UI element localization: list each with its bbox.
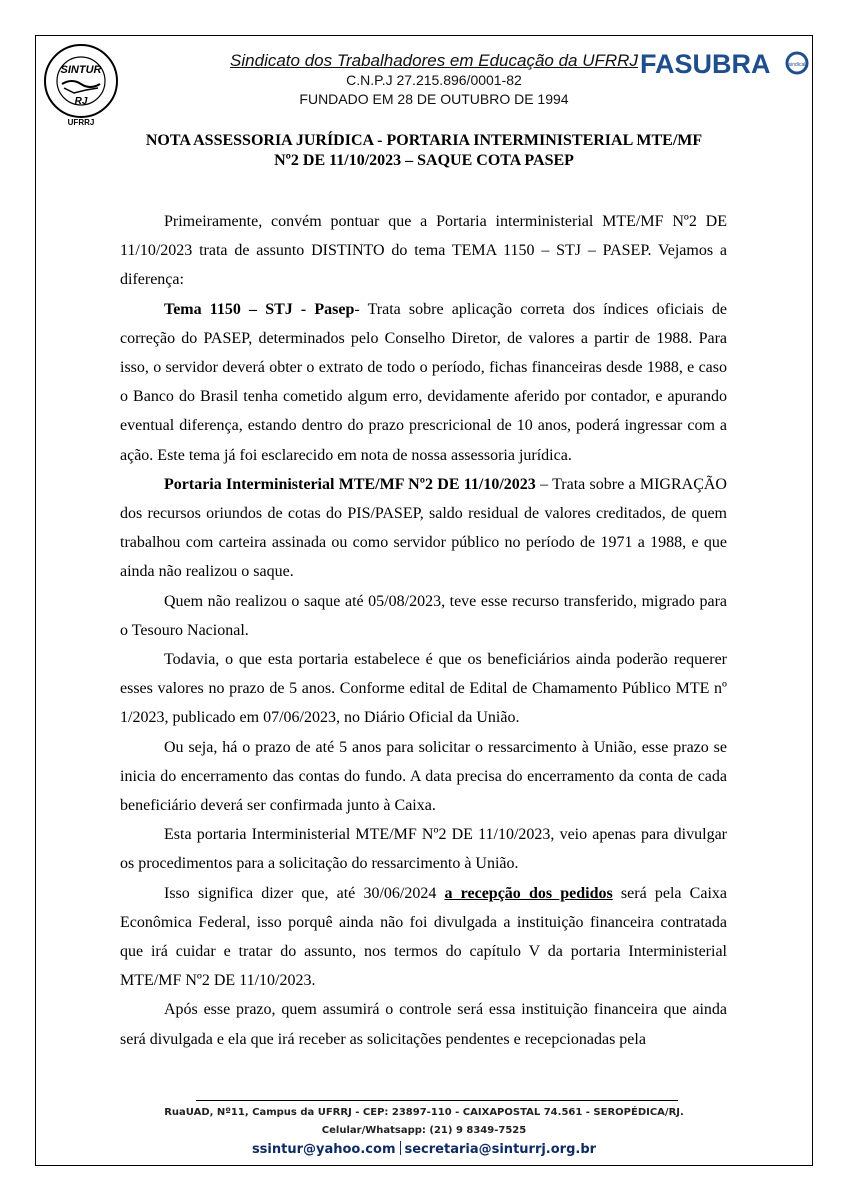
fasubra-text: FASUBRA	[640, 49, 771, 79]
paragraph-8-post: será pela Caixa Econômica Federal, isso porquê ainda não foi divulgada a instituição financeira contratada que irá cuidar e tratar do assunto, nos termos do capítulo V da portaria Interministerial MTE/MF Nº2 DE 11/10/2023.	[120, 884, 727, 990]
union-name: Sindicato dos Trabalhadores em Educação da UFRRJ	[230, 51, 638, 70]
tema-1150-heading: Tema 1150 – STJ - Pasep	[164, 300, 355, 318]
fasubra-badge: sindical	[788, 62, 806, 68]
paragraph-7: Esta portaria Interministerial MTE/MF Nº2 DE 11/10/2023, veio apenas para divulgar os procedimentos para a solicitação do ressarcimento à União.	[120, 826, 727, 873]
portaria-heading: Portaria Interministerial MTE/MF Nº2 DE 11/10/2023	[164, 475, 536, 493]
paragraph-8-pre: Isso significa dizer que, até 30/06/2024	[164, 884, 445, 902]
underlined-emphasis: a recepção dos pedidos	[444, 884, 613, 902]
footer-divider	[196, 1100, 678, 1101]
footer-address: RuaUAD, Nº11, Campus da UFRRJ - CEP: 23897-110 - CAIXAPOSTAL 74.561 - SEROPÉDICA/RJ.	[164, 1107, 684, 1118]
paragraph-3	[120, 470, 727, 587]
paragraph-1: Primeiramente, convém pontuar que a Portaria interministerial MTE/MF Nº2 DE 11/10/2023 trata de assunto DISTINTO do tema TEMA 1150 – STJ – PASEP. Vejamos a diferença:	[120, 213, 727, 289]
paragraph-9: Após esse prazo, quem assumirá o controle será essa instituição financeira que ainda será divulgada e ela que irá receber as solicitações pendentes e recepcionadas pela	[120, 1001, 727, 1048]
document-title	[60, 131, 788, 171]
footer-email-yahoo[interactable]: ssintur@yahoo.com	[251, 1142, 396, 1157]
paragraph-2	[120, 295, 727, 470]
email-separator	[400, 1141, 401, 1155]
paragraph-5: Todavia, o que esta portaria estabelece é que os beneficiários ainda poderão requerer esses valores no prazo de 5 anos. Conforme edital de Edital de Chamamento Público MTE nº 1/2023, publicado em 07/06/2023, no Diário Oficial da União.	[120, 651, 727, 727]
title-line-2: Nº2 DE 11/10/2023 – SAQUE COTA PASEP	[274, 152, 574, 169]
footer-email-secretaria[interactable]: secretaria@sinturrj.org.br	[404, 1142, 597, 1157]
founded-date: FUNDADO EM 28 DE OUTUBRO DE 1994	[299, 91, 569, 107]
logo-ufrrj-text: UFRRJ	[67, 118, 95, 127]
document-body	[120, 207, 727, 1054]
paragraph-2-text: - Trata sobre aplicação correta dos índices oficiais de correção do PASEP, determinados pelo Conselho Diretor, de valores a partir de 1988. Para isso, o servidor deverá obter o extrato de todo o período, fichas financeiras desde 1988, e caso o Banco do Brasil tenha cometido algum erro, devidamente aferido por contador, e apurando eventual diferença, estando dentro do prazo prescricional de 10 anos, poderá ingressar com a ação. Este tema já foi esclarecido em nota de nossa assessoria jurídica.	[120, 300, 727, 464]
logo-sintur-text: SINTUR	[60, 64, 102, 76]
cnpj: C.N.P.J 27.215.896/0001-82	[346, 72, 522, 88]
paragraph-3-text: – Trata sobre a MIGRAÇÃO dos recursos oriundos de cotas do PIS/PASEP, saldo residual de valores creditados, de quem trabalhou com carteira assinada ou como servidor público no período de 1971 a 1988, e que ainda não realizou o saque.	[120, 475, 727, 581]
paragraph-4: Quem não realizou o saque até 05/08/2023, teve esse recurso transferido, migrado para o Tesouro Nacional.	[120, 592, 727, 639]
footer-emails	[0, 1141, 848, 1157]
logo-rj-text: RJ	[74, 96, 88, 107]
fasubra-logo	[640, 42, 810, 84]
paragraph-6: Ou seja, há o prazo de até 5 anos para solicitar o ressarcimento à União, esse prazo se inicia do encerramento das contas do fundo. A data precisa do encerramento da conta de cada beneficiário deverá ser confirmada junto à Caixa.	[120, 738, 727, 815]
title-line-1: NOTA ASSESSORIA JURÍDICA - PORTARIA INTERMINISTERIAL MTE/MF	[145, 132, 703, 149]
footer-phone: Celular/Whatsapp: (21) 9 8349-7525	[321, 1125, 527, 1136]
paragraph-8	[120, 879, 727, 996]
